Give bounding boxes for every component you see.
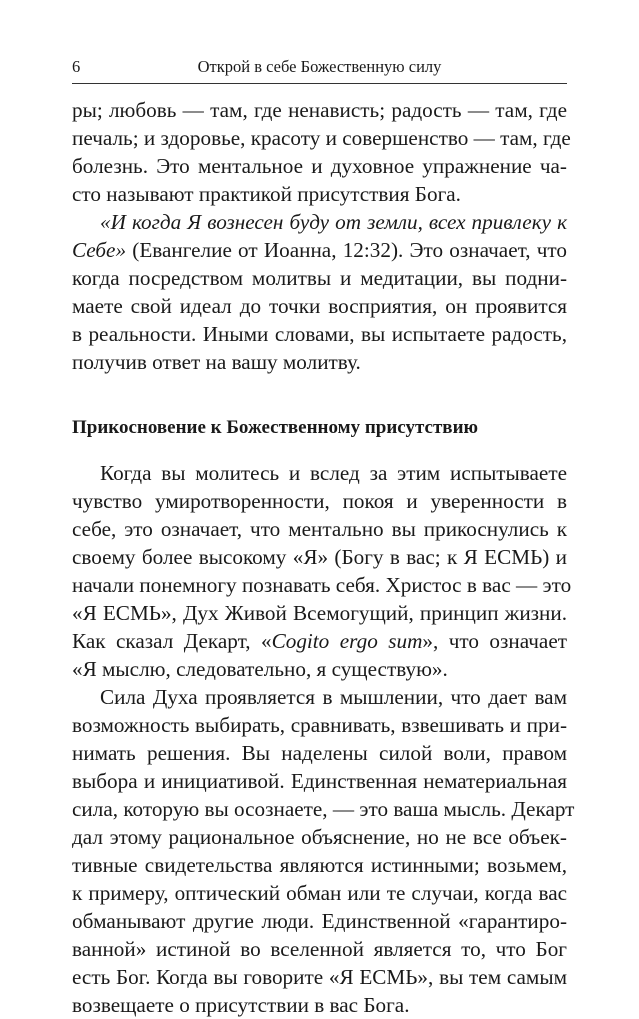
text-line: начали понемногу познавать себя. Христос в вас — это: [72, 573, 572, 597]
text-line: печаль; и здоровье, красоту и совершенство — там, где: [72, 126, 571, 150]
text-line: получив ответ на вашу молитву.: [72, 350, 361, 374]
running-title: Открой в себе Божественную силу: [197, 57, 442, 76]
text-line: себе, это означает, что ментально вы прикоснулись к: [72, 517, 567, 541]
text-line: ры; любовь — там, где ненависть; радость — там, где: [72, 98, 567, 122]
section-spacer: [72, 376, 567, 414]
quote-line: [72, 236, 567, 264]
text-line: когда посредством молитвы и медитации, вы подни-: [72, 266, 567, 290]
text-line: возможность выбирать, сравнивать, взвешивать и при-: [72, 713, 567, 737]
text-line: выбора и инициативой. Единственная нематериальная: [72, 769, 567, 793]
text-line: болезнь. Это ментальное и духовное упражнение ча-: [72, 154, 567, 178]
paragraph-gospel-quote: [72, 208, 567, 376]
quote-italic: Себе»: [72, 238, 127, 262]
text-line: [72, 627, 567, 655]
cogito-italic: Cogito ergo sum: [271, 629, 423, 653]
text-line: есть Бог. Когда вы говорите «Я ЕСМЬ», вы тем самым: [72, 965, 567, 989]
text-line: к примеру, оптический обман или те случаи, когда вас: [72, 881, 567, 905]
text-line: возвещаете о присутствии в вас Бога.: [72, 993, 410, 1017]
text-line: сто называют практикой присутствия Бога.: [72, 182, 461, 206]
text-line: своему более высокому «Я» (Богу в вас; к Я ЕСМЬ) и: [72, 545, 567, 569]
text-line: сила, которую вы осознаете, — это ваша мысль. Декарт: [72, 797, 575, 821]
quote-citation: (Евангелие от Иоанна, 12:32). Это означает, что: [126, 238, 567, 262]
text-line: дал этому рациональное объяснение, но не все объек-: [72, 825, 567, 849]
cogito-after: », что означает: [422, 629, 567, 653]
text-line: ванной» истиной во вселенной является то, что Бог: [72, 937, 567, 961]
quote-line: [72, 208, 567, 236]
text-line: маете свой идеал до точки восприятия, он проявится: [72, 294, 567, 318]
section-heading: Прикосновение к Божественному присутствию: [72, 417, 479, 438]
cogito-before: Как сказал Декарт, «: [72, 629, 272, 653]
text-line: в реальности. Иными словами, вы испытаете радость,: [72, 322, 567, 346]
paragraph-spirit-power: [72, 683, 575, 1019]
text-line: обманывают другие люди. Единственной «гарантиро-: [72, 909, 567, 933]
text-line: «Я ЕСМЬ», Дух Живой Всемогущий, принцип жизни.: [72, 601, 567, 625]
paragraph-continuation: [72, 96, 571, 208]
paragraph-touch-presence: [72, 459, 572, 683]
body-text: [72, 96, 575, 1019]
text-line: Сила Духа проявляется в мышлении, что дает вам: [100, 685, 567, 709]
page-number: 6: [72, 57, 81, 76]
text-line: чувство умиротворенности, покоя и уверенности в: [72, 489, 567, 513]
running-header: [72, 57, 567, 84]
text-line: Когда вы молитесь и вслед за этим испытываете: [100, 461, 567, 485]
text-line: тивные свидетельства являются истинными; возьмем,: [72, 853, 567, 877]
quote-italic: «И когда Я вознесен буду от земли, всех привлеку к: [100, 210, 567, 234]
text-line: нимать решения. Вы наделены силой воли, правом: [72, 741, 567, 765]
text-line: «Я мыслю, следовательно, я существую».: [72, 657, 448, 681]
